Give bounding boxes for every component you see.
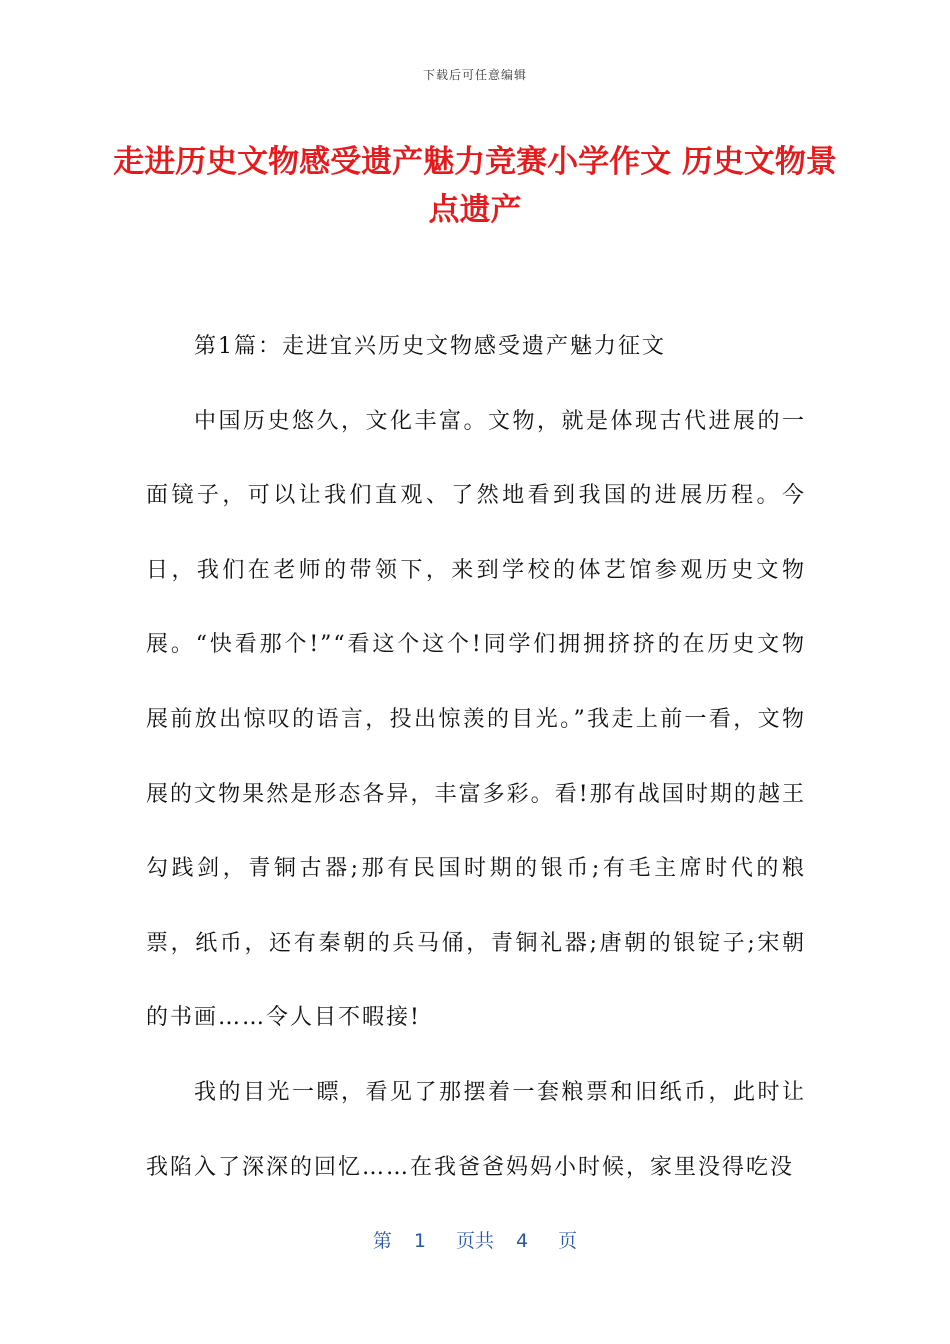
page-number-footer [0,1226,950,1253]
total-pages: 4 [516,1230,529,1252]
current-page: 1 [413,1230,426,1252]
page-suffix: 页 [558,1230,578,1252]
page-mid: 页共 [455,1230,494,1252]
paragraph: 我的目光一瞟，看见了那摆着一套粮票和旧纸币，此时让我陷入了深深的回忆……在我爸爸妈妈小时候，家里没得吃没 [146,1079,806,1180]
header-note: 下载后可任意编辑 [422,68,527,82]
paragraph: 中国历史悠久，文化丰富。文物，就是体现古代进展的一面镜子，可以让我们直观、了然地看到我国的进展历程。今日，我们在老师的带领下，来到学校的体艺馆参观历史文物展。“快看那个!”“看这个这个!同学们拥拥挤挤的在历史文物展前放出惊叹的语言，投出惊羡的目光。”我走上前一看，文物展的文物果然是形态各异，丰富多彩。看!那有战国时期的越王勾践剑，青铜古器;那有民国时期的银币;有毛主席时代的粮票，纸币，还有秦朝的兵马俑，青铜礼器;唐朝的银锭子;宋朝的书画……令人目不暇接! [146,408,806,1031]
page-prefix: 第 [372,1230,392,1252]
document-title: 走进历史文物感受遗产魅力竞赛小学作文 历史文物景点遗产 [113,144,837,228]
paragraph-heading: 第1篇：走进宜兴历史文物感受遗产魅力征文 [194,334,666,359]
document-body [146,310,806,1205]
